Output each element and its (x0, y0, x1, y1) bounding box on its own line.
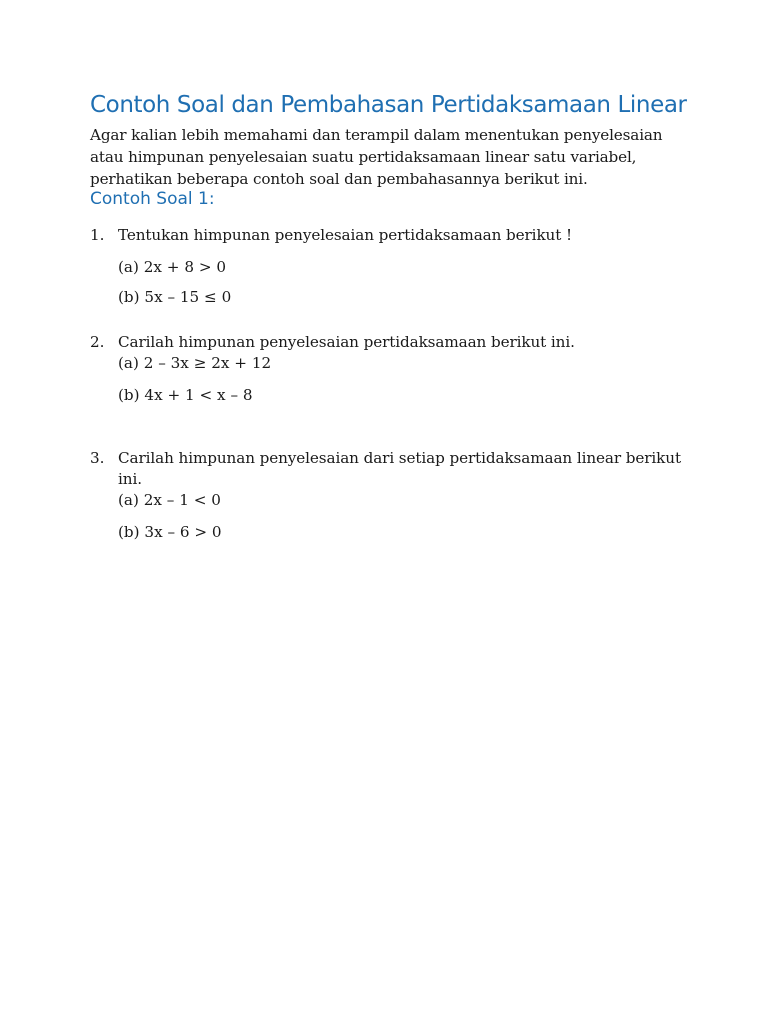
question-part: (b) 5x – 15 ≤ 0 (118, 288, 232, 306)
question-text: Carilah himpunan penyelesaian pertidaksamaan berikut ini. (118, 333, 575, 351)
intro-paragraph (90, 124, 690, 190)
question-number: 3. (90, 449, 105, 467)
question-part: (a) 2 – 3x ≥ 2x + 12 (118, 354, 272, 372)
question-part: (a) 2x – 1 < 0 (118, 491, 221, 509)
question-number: 2. (90, 333, 105, 351)
question-part: (b) 3x – 6 > 0 (118, 523, 222, 541)
page-title: Contoh Soal dan Pembahasan Pertidaksamaan Linear (90, 92, 687, 118)
question-text: Tentukan himpunan penyelesaian pertidaksamaan berikut ! (118, 226, 572, 244)
question-part: (a) 2x + 8 > 0 (118, 258, 227, 276)
intro-line: Agar kalian lebih memahami dan terampil dalam menentukan penyelesaian (90, 126, 663, 144)
question-part: (b) 4x + 1 < x – 8 (118, 386, 253, 404)
question-text: ini. (118, 470, 142, 488)
question-number: 1. (90, 226, 105, 244)
intro-line: atau himpunan penyelesaian suatu pertidaksamaan linear satu variabel, (90, 148, 637, 166)
section-heading: Contoh Soal 1: (90, 189, 215, 209)
intro-line: perhatikan beberapa contoh soal dan pembahasannya berikut ini. (90, 170, 588, 188)
question-text: Carilah himpunan penyelesaian dari setiap pertidaksamaan linear berikut (118, 449, 681, 467)
